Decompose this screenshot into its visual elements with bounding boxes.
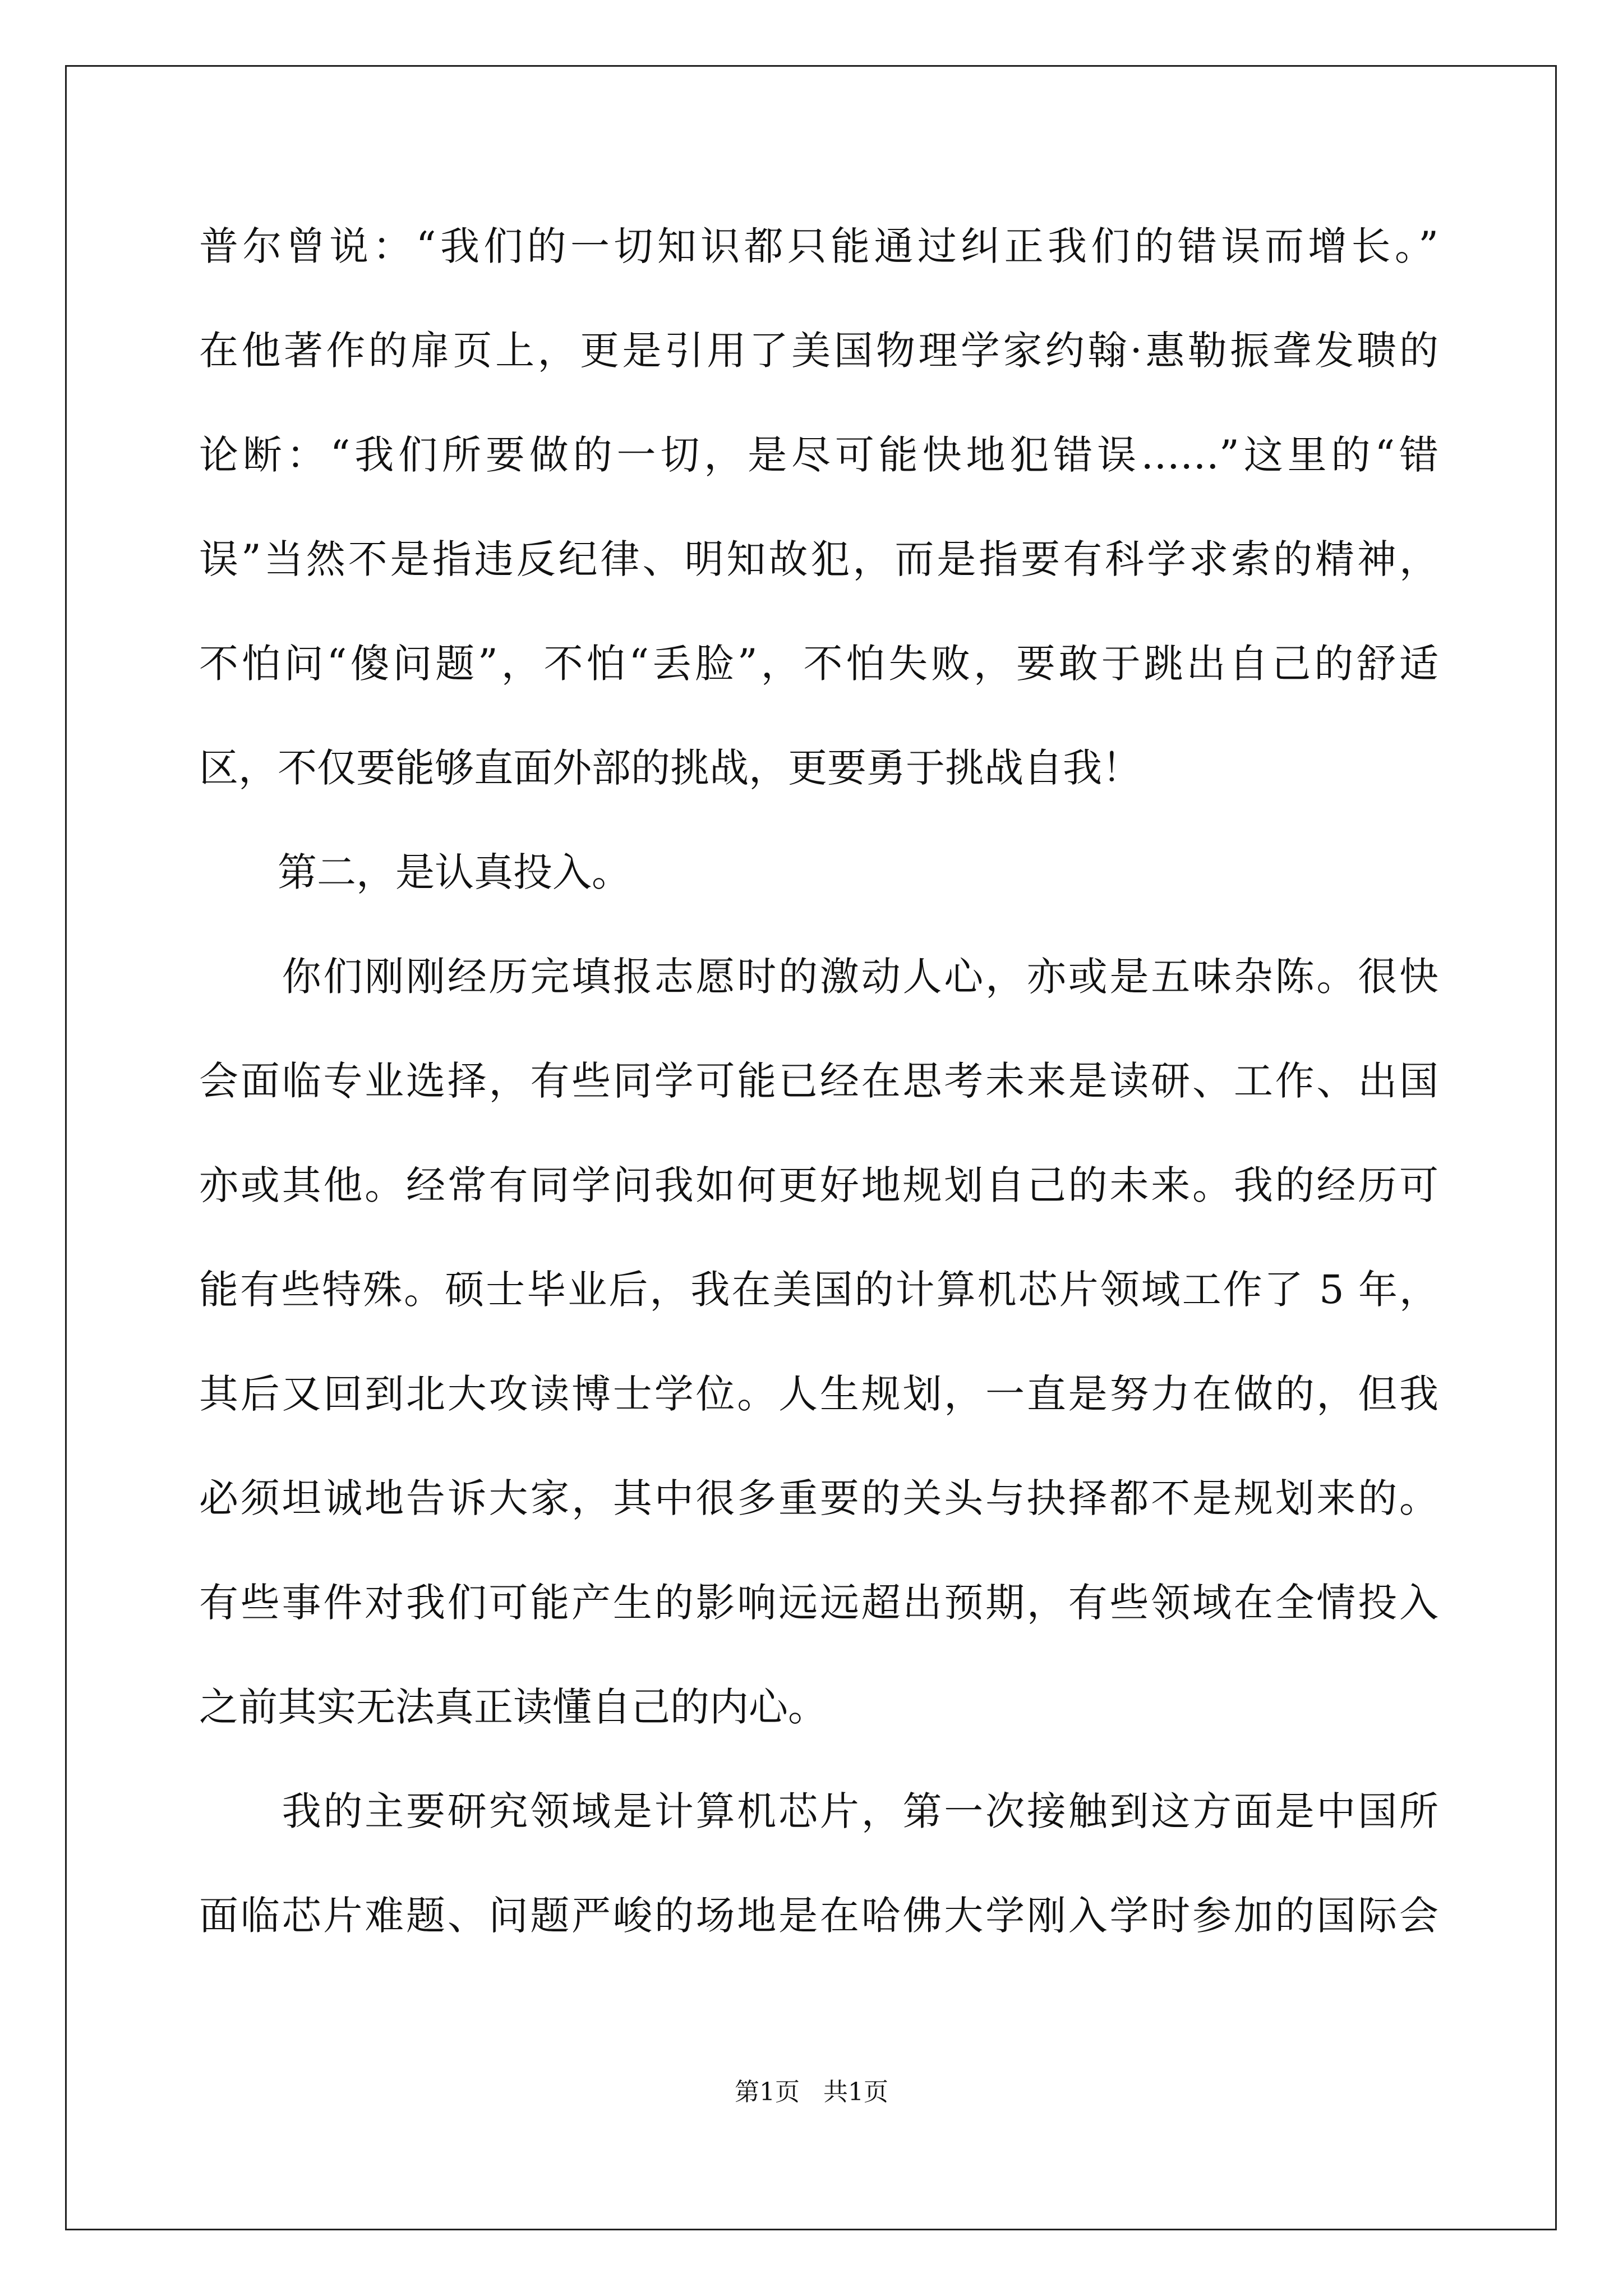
paragraph-line: 在他著作的扉页上，更是引用了美国物理学家约翰·惠勒振聋发聩的 [199, 328, 1438, 374]
paragraph-line: 其后又回到北大攻读博士学位。人生规划，一直是努力在做的，但我 [199, 1371, 1438, 1417]
paragraph-line: 论断：“我们所要做的一切，是尽可能快地犯错误……”这里的“错 [199, 432, 1438, 478]
paragraph-line: 误”当然不是指违反纪律、明知故犯，而是指要有科学求索的精神， [199, 536, 1438, 582]
section-heading: 第二，是认真投入。 [199, 849, 631, 895]
paragraph-line: 能有些特殊。硕士毕业后，我在美国的计算机芯片领域工作了 5 年， [199, 1267, 1438, 1313]
paragraph-line: 亦或其他。经常有同学问我如何更好地规划自己的未来。我的经历可 [199, 1162, 1438, 1208]
page-number-footer: 第1页 共1页 [735, 2078, 888, 2106]
paragraph-line: 你们刚刚经历完填报志愿时的激动人心，亦或是五味杂陈。很快 [199, 954, 1438, 1000]
paragraph-line: 会面临专业选择，有些同学可能已经在思考未来是读研、工作、出国 [199, 1058, 1438, 1104]
paragraph-line: 我的主要研究领域是计算机芯片，第一次接触到这方面是中国所 [199, 1788, 1438, 1834]
paragraph-line: 面临芯片难题、问题严峻的场地是在哈佛大学刚入学时参加的国际会 [199, 1893, 1438, 1939]
paragraph-line: 不怕问“傻问题”，不怕“丢脸”，不怕失败，要敢于跳出自己的舒适 [199, 641, 1438, 687]
paragraph-line: 必须坦诚地告诉大家，其中很多重要的关头与抉择都不是规划来的。 [199, 1475, 1438, 1521]
paragraph-line: 之前其实无法真正读懂自己的内心。 [199, 1684, 827, 1730]
paragraph-line: 有些事件对我们可能产生的影响远远超出预期，有些领域在全情投入 [199, 1580, 1438, 1626]
paragraph-line: 区，不仅要能够直面外部的挑战，更要勇于挑战自我！ [199, 745, 1141, 791]
paragraph-line: 普尔曾说：“我们的一切知识都只能通过纠正我们的错误而增长。” [199, 223, 1438, 269]
